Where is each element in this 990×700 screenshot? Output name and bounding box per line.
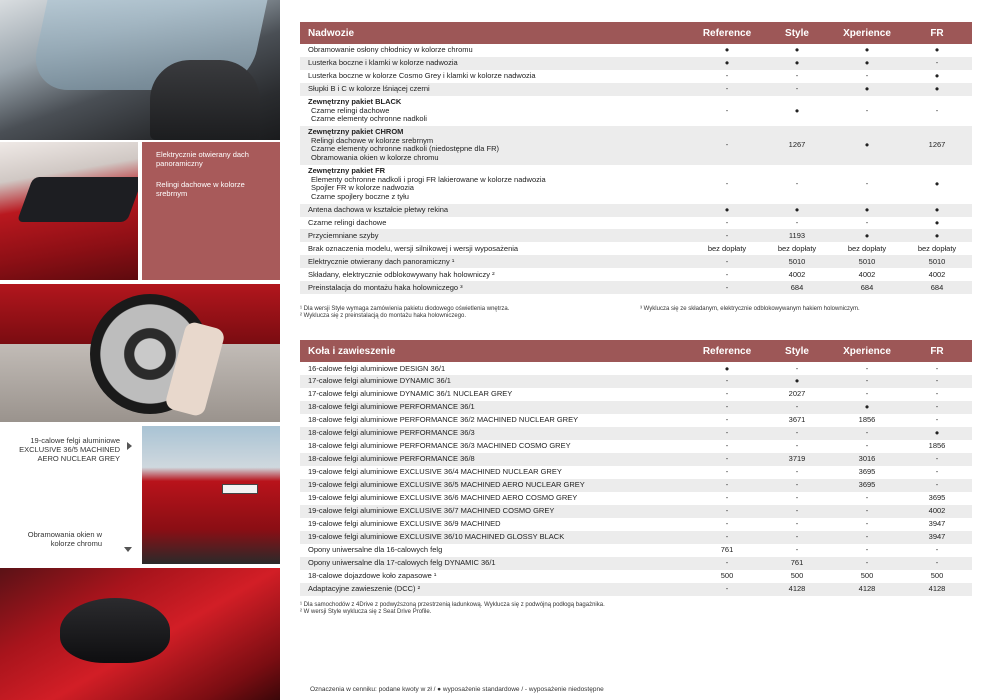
col-xperience: Xperience [843, 345, 891, 357]
table-row [300, 217, 972, 230]
row-label [300, 479, 692, 492]
row-sublabel: Czarne relingi dachowe [311, 105, 390, 115]
cell-style: 684 [762, 281, 832, 294]
row-sublabel: Czarne elementy ochronne nadkoli [311, 114, 427, 124]
row-label-text: 18-calowe felgi aluminiowe PERFORMANCE 36/3 [308, 428, 475, 438]
cell-reference: - [692, 281, 762, 294]
row-label-text: Elektrycznie otwierany dach panoramiczny ¹ [308, 256, 455, 266]
arrow-down-icon [124, 547, 132, 552]
cell-fr: bez dopłaty [902, 242, 972, 255]
row-label [300, 505, 692, 518]
cell-fr: ● [902, 70, 972, 83]
cell-style: ● [762, 57, 832, 70]
cell-style: - [762, 83, 832, 96]
row-label [300, 281, 692, 294]
cell-reference: - [692, 531, 762, 544]
body-table [300, 22, 972, 294]
cell-fr: ● [902, 229, 972, 242]
row-label-text: 19-calowe felgi aluminiowe EXCLUSIVE 36/9 MACHINED [308, 519, 501, 529]
cell-xperience: - [832, 375, 902, 388]
cell-fr: 3695 [902, 492, 972, 505]
body-notes [300, 294, 972, 340]
cell-xperience: 5010 [832, 255, 902, 268]
cell-style: 500 [762, 570, 832, 583]
row-label-text: Obramowanie osłony chłodnicy w kolorze chromu [308, 45, 473, 55]
cell-xperience: 4128 [832, 583, 902, 596]
row-label-text: 18-calowe felgi aluminiowe PERFORMANCE 36/2 MACHINED NUCLEAR GREY [308, 415, 579, 425]
table-row [300, 570, 972, 583]
cell-reference: - [692, 126, 762, 165]
license-plate-shape [222, 484, 258, 494]
cell-reference: - [692, 388, 762, 401]
cell-style: - [762, 362, 832, 375]
col-xperience: Xperience [843, 27, 891, 39]
cell-fr: - [902, 544, 972, 557]
cell-xperience: ● [832, 204, 902, 217]
table-row [300, 268, 972, 281]
note: ³ Wyklucza się ze składanym, elektrycznie odblokowywanym hakiem holowniczym. [640, 306, 860, 313]
col-reference: Reference [702, 27, 752, 39]
note: ² W wersji Style wyklucza się z Seat Drive Profile. [300, 608, 432, 615]
row-label-text: Opony uniwersalne dla 16-calowych felg [308, 545, 443, 555]
row-label [300, 466, 692, 479]
col-style: Style [785, 345, 809, 357]
note: ¹ Dla samochodów z 4Drive z podwyższoną przestrzenią ładunkową. Wyklucza się z podwójną podłogą bagażnika. [300, 601, 605, 608]
cell-fr: 4128 [902, 583, 972, 596]
cell-style: 4002 [762, 268, 832, 281]
cell-fr: 1267 [902, 126, 972, 165]
cell-reference: - [692, 453, 762, 466]
row-label [300, 557, 692, 570]
cell-style: - [762, 427, 832, 440]
row-label [300, 165, 692, 204]
row-label [300, 453, 692, 466]
row-label [300, 414, 692, 427]
table-row [300, 165, 972, 204]
row-label [300, 229, 692, 242]
mirror-photo [0, 568, 280, 700]
section-title: Koła i zawieszenie [308, 345, 396, 357]
table-row [300, 83, 972, 96]
cell-style: - [762, 492, 832, 505]
cell-reference: - [692, 70, 762, 83]
row-sublabel: Obramowania okien w kolorze chromu [311, 153, 439, 162]
cell-reference: - [692, 505, 762, 518]
cell-style: - [762, 165, 832, 204]
row-label [300, 44, 692, 57]
cell-reference: - [692, 440, 762, 453]
row-label-text: 17-calowe felgi aluminiowe DYNAMIC 36/1 NUCLEAR GREY [308, 389, 513, 399]
cell-xperience: - [832, 217, 902, 230]
table-row [300, 453, 972, 466]
table-row [300, 414, 972, 427]
cell-style: ● [762, 204, 832, 217]
cell-fr: - [902, 414, 972, 427]
cell-style: 1193 [762, 229, 832, 242]
row-label [300, 531, 692, 544]
row-label [300, 362, 692, 375]
cell-fr: - [902, 466, 972, 479]
cell-fr: 3947 [902, 531, 972, 544]
row-label-text: Zewnętrzny pakiet FR [308, 165, 386, 175]
col-style: Style [785, 27, 809, 39]
cell-xperience: - [832, 427, 902, 440]
cell-reference: - [692, 268, 762, 281]
cell-style: - [762, 505, 832, 518]
caption-panel [142, 142, 280, 280]
cell-xperience: ● [832, 44, 902, 57]
cell-xperience: 3695 [832, 466, 902, 479]
table-row [300, 427, 972, 440]
cell-fr: ● [902, 83, 972, 96]
cell-xperience: ● [832, 83, 902, 96]
body-table-rows [300, 44, 972, 294]
row-label-text: Zewnętrzny pakiet CHROM [308, 127, 404, 137]
cell-fr: - [902, 557, 972, 570]
cell-xperience: - [832, 518, 902, 531]
row-label-text: Przyciemniane szyby [308, 230, 379, 240]
row-label [300, 242, 692, 255]
cell-fr: - [902, 57, 972, 70]
row-label-text: Lusterka boczne i klamki w kolorze nadwozia [308, 58, 458, 68]
cell-style: 3671 [762, 414, 832, 427]
col-reference: Reference [702, 345, 752, 357]
cell-xperience: - [832, 531, 902, 544]
row-label-text: Składany, elektrycznie odblokowywany hak holowniczy ² [308, 269, 495, 279]
price-legend: Oznaczenia w cenniku: podane kwoty w zł / ● wyposażenie standardowe / - wyposażenie niedostępne [310, 686, 604, 693]
table-row [300, 557, 972, 570]
window-shape [17, 177, 138, 222]
row-label-text: Brak oznaczenia modelu, wersji silnikowej i wersji wyposażenia [308, 243, 519, 253]
row-label [300, 255, 692, 268]
row-label [300, 388, 692, 401]
table-row [300, 583, 972, 596]
cell-fr: ● [902, 204, 972, 217]
cell-style: ● [762, 375, 832, 388]
table-row [300, 242, 972, 255]
row-label [300, 570, 692, 583]
table-row [300, 255, 972, 268]
cell-xperience: 500 [832, 570, 902, 583]
cell-fr: 5010 [902, 255, 972, 268]
cell-style: - [762, 531, 832, 544]
cell-reference: - [692, 401, 762, 414]
cell-reference: - [692, 492, 762, 505]
cell-xperience: - [832, 505, 902, 518]
cell-style: 3719 [762, 453, 832, 466]
cell-style: - [762, 70, 832, 83]
cell-xperience: - [832, 388, 902, 401]
cell-xperience: - [832, 362, 902, 375]
table-row [300, 440, 972, 453]
cell-reference: - [692, 375, 762, 388]
table-row [300, 518, 972, 531]
wheels-table-header [300, 340, 972, 362]
table-row [300, 375, 972, 388]
row-label-text: 18-calowe dojazdowe koło zapasowe ¹ [308, 571, 437, 580]
table-row [300, 544, 972, 557]
cell-xperience: ● [832, 401, 902, 414]
table-row [300, 401, 972, 414]
caption-rails: Relingi dachowe w kolorze srebrnym [156, 180, 245, 198]
row-label-text: 18-calowe felgi aluminiowe PERFORMANCE 36/8 [308, 454, 475, 464]
photo-column [0, 0, 280, 700]
caption-wheels: 19-calowe felgi aluminiowe EXCLUSIVE 36/5 MACHINED AERO NUCLEAR GREY [19, 436, 120, 463]
cell-reference: ● [692, 204, 762, 217]
table-row [300, 70, 972, 83]
row-label-text: Lusterka boczne w kolorze Cosmo Grey i klamki w kolorze nadwozia [308, 71, 536, 81]
cell-fr: 3947 [902, 518, 972, 531]
cell-xperience: 684 [832, 281, 902, 294]
table-row [300, 505, 972, 518]
note: ² Wyklucza się z preinstalacją do montażu haka holowniczego. [300, 313, 467, 320]
cell-xperience: ● [832, 126, 902, 165]
cell-reference: - [692, 414, 762, 427]
table-row [300, 479, 972, 492]
side-mirror-shape [60, 598, 170, 663]
cell-style: 5010 [762, 255, 832, 268]
table-row [300, 126, 972, 165]
arrow-right-icon [127, 442, 132, 450]
cell-xperience: - [832, 96, 902, 126]
row-sublabel: Czarne spojlery boczne z tyłu [311, 191, 409, 201]
row-label-text: Adaptacyjne zawieszenie (DCC) ² [308, 583, 421, 593]
row-label-text: Opony uniwersalne dla 17-calowych felg DYNAMIC 36/1 [308, 558, 496, 568]
row-sublabel: Czarne elementy ochronne nadkoli (niedostępne dla FR) [311, 144, 500, 154]
cell-reference: - [692, 83, 762, 96]
cell-reference: - [692, 427, 762, 440]
roof-rails-photo [0, 142, 138, 280]
row-label [300, 492, 692, 505]
cell-reference: bez dopłaty [692, 242, 762, 255]
spec-content [300, 0, 972, 626]
row-label [300, 544, 692, 557]
cell-fr: 684 [902, 281, 972, 294]
cell-reference: - [692, 583, 762, 596]
cell-style: 2027 [762, 388, 832, 401]
cell-fr: 500 [902, 570, 972, 583]
cell-reference: - [692, 466, 762, 479]
cell-reference: ● [692, 44, 762, 57]
cell-style: ● [762, 96, 832, 126]
cell-reference: - [692, 229, 762, 242]
cell-style: - [762, 217, 832, 230]
row-label [300, 70, 692, 83]
row-label-text: Czarne relingi dachowe [308, 217, 387, 227]
cell-xperience: - [832, 165, 902, 204]
cell-style: bez dopłaty [762, 242, 832, 255]
wheels-table [300, 340, 972, 595]
row-label [300, 440, 692, 453]
cell-reference: - [692, 165, 762, 204]
cell-xperience: 1856 [832, 414, 902, 427]
cell-xperience: bez dopłaty [832, 242, 902, 255]
seat-shape [150, 60, 260, 140]
cell-xperience: - [832, 492, 902, 505]
sunroof-interior-photo [0, 0, 280, 140]
row-sublabel: Spojler FR w kolorze nadwozia [311, 183, 414, 193]
table-row [300, 229, 972, 242]
cell-fr: ● [902, 427, 972, 440]
cell-xperience: - [832, 440, 902, 453]
cell-style: - [762, 440, 832, 453]
row-label [300, 126, 692, 165]
row-label-text: 19-calowe felgi aluminiowe EXCLUSIVE 36/5 MACHINED AERO NUCLEAR GREY [308, 480, 585, 490]
cell-fr: ● [902, 217, 972, 230]
table-row [300, 44, 972, 57]
cell-fr: 4002 [902, 505, 972, 518]
table-row [300, 57, 972, 70]
table-row [300, 96, 972, 126]
cell-style: ● [762, 44, 832, 57]
table-row [300, 531, 972, 544]
cell-reference: ● [692, 362, 762, 375]
cell-fr: ● [902, 44, 972, 57]
cell-xperience: - [832, 557, 902, 570]
cell-style: - [762, 518, 832, 531]
wheel-photo [0, 284, 280, 422]
cell-reference: 500 [692, 570, 762, 583]
row-label [300, 57, 692, 70]
cell-fr: ● [902, 165, 972, 204]
note: ¹ Dla wersji Style wymaga zamówienia pakietu diodowego oświetlenia wnętrza. [300, 306, 510, 313]
row-label [300, 583, 692, 596]
cell-style: 4128 [762, 583, 832, 596]
row-label-text: 18-calowe felgi aluminiowe PERFORMANCE 36/3 MACHINED COSMO GREY [308, 441, 571, 451]
cell-fr: 1856 [902, 440, 972, 453]
cell-style: - [762, 401, 832, 414]
cell-fr: - [902, 453, 972, 466]
row-label-text: 19-calowe felgi aluminiowe EXCLUSIVE 36/6 MACHINED AERO COSMO GREY [308, 493, 578, 503]
row-label-text: 16-calowe felgi aluminiowe DESIGN 36/1 [308, 363, 446, 373]
row-label-text: Słupki B i C w kolorze lśniącej czerni [308, 84, 430, 94]
wheels-table-rows [300, 362, 972, 595]
cell-fr: - [902, 375, 972, 388]
table-row [300, 362, 972, 375]
cell-fr: - [902, 401, 972, 414]
row-label-text: Preinstalacja do montażu haka holowniczego ³ [308, 282, 463, 292]
row-label [300, 217, 692, 230]
row-label [300, 83, 692, 96]
table-row [300, 388, 972, 401]
row-label [300, 401, 692, 414]
cell-reference: - [692, 217, 762, 230]
cell-reference: ● [692, 57, 762, 70]
cell-style: 1267 [762, 126, 832, 165]
table-row [300, 204, 972, 217]
cell-style: - [762, 466, 832, 479]
row-label [300, 96, 692, 126]
row-label [300, 518, 692, 531]
cell-fr: - [902, 96, 972, 126]
row-sublabel: Elementy ochronne nadkoli i progi FR lakierowane w kolorze nadwozia [311, 174, 546, 184]
col-fr: FR [930, 345, 944, 357]
row-label-text: 17-calowe felgi aluminiowe DYNAMIC 36/1 [308, 376, 451, 386]
rear-car-photo [142, 426, 280, 564]
cell-xperience: ● [832, 57, 902, 70]
cell-xperience: 3695 [832, 479, 902, 492]
wheels-notes [300, 596, 972, 626]
cell-fr: - [902, 388, 972, 401]
cell-fr: 4002 [902, 268, 972, 281]
section-title: Nadwozie [308, 27, 355, 39]
cell-xperience: ● [832, 229, 902, 242]
caption-box [0, 426, 138, 564]
row-label-text: 18-calowe felgi aluminiowe PERFORMANCE 36/1 [308, 402, 475, 412]
col-fr: FR [930, 27, 944, 39]
cell-xperience: 4002 [832, 268, 902, 281]
table-row [300, 466, 972, 479]
cell-fr: - [902, 479, 972, 492]
cell-reference: - [692, 255, 762, 268]
cell-reference: - [692, 557, 762, 570]
cell-xperience: - [832, 544, 902, 557]
row-sublabel: Relingi dachowe w kolorze srebrnym [311, 135, 434, 145]
cell-style: - [762, 479, 832, 492]
caption-sunroof: Elektrycznie otwierany dach panoramiczny [156, 150, 249, 168]
cell-xperience: 3016 [832, 453, 902, 466]
table-row [300, 492, 972, 505]
cell-xperience: - [832, 70, 902, 83]
row-label-text: Antena dachowa w kształcie płetwy rekina [308, 204, 449, 214]
cell-style: 761 [762, 557, 832, 570]
row-label [300, 268, 692, 281]
caption-windows: Obramowania okien w kolorze chromu [27, 530, 102, 548]
row-label [300, 375, 692, 388]
row-label-text: 19-calowe felgi aluminiowe EXCLUSIVE 36/7 MACHINED COSMO GREY [308, 506, 555, 516]
row-label-text: 19-calowe felgi aluminiowe EXCLUSIVE 36/10 MACHINED GLOSSY BLACK [308, 532, 565, 542]
cell-fr: - [902, 362, 972, 375]
row-label-text: Zewnętrzny pakiet BLACK [308, 97, 402, 107]
cell-reference: - [692, 96, 762, 126]
cell-reference: - [692, 518, 762, 531]
table-row [300, 281, 972, 294]
row-label-text: 19-calowe felgi aluminiowe EXCLUSIVE 36/4 MACHINED NUCLEAR GREY [308, 467, 562, 477]
cell-reference: - [692, 479, 762, 492]
row-label [300, 204, 692, 217]
cell-reference: 761 [692, 544, 762, 557]
body-table-header [300, 22, 972, 44]
cell-style: - [762, 544, 832, 557]
row-label [300, 427, 692, 440]
